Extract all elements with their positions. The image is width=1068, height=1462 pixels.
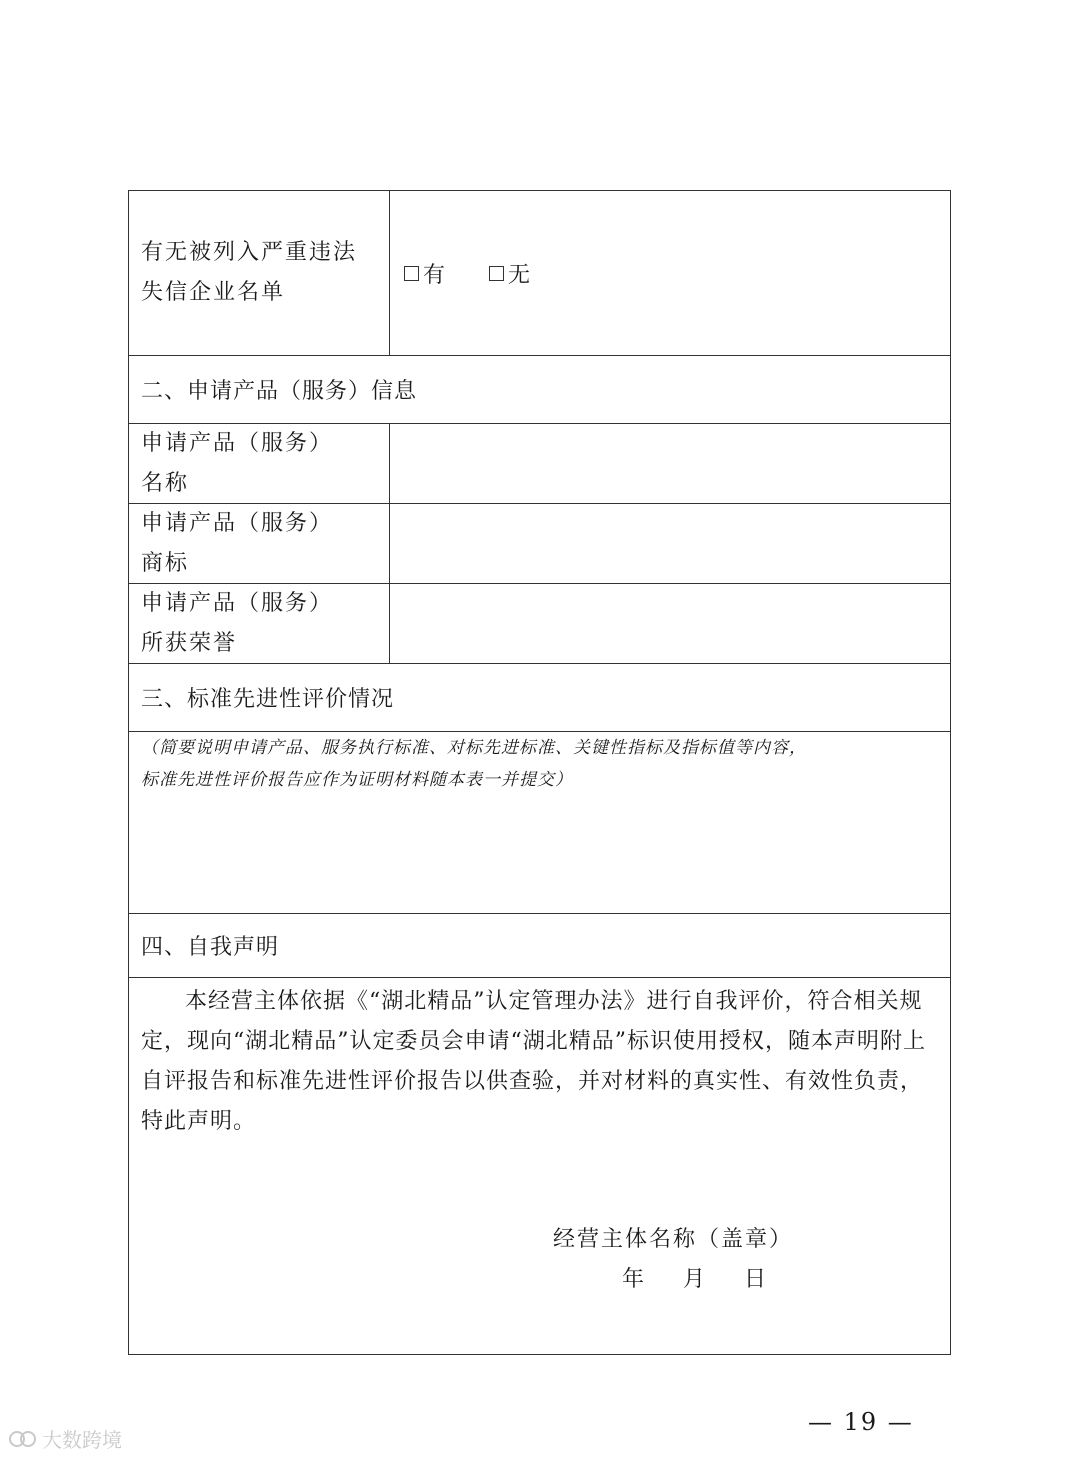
blacklist-options <box>390 191 950 355</box>
section4-title: 四、自我声明 <box>141 935 280 960</box>
product-name-label-line1: 申请产品（服务） <box>141 430 334 456</box>
watermark-text: 大数跨境 <box>42 1428 122 1452</box>
section3-title: 三、标准先进性评价情况 <box>141 687 395 712</box>
product-name-label <box>129 424 390 503</box>
watermark-logo-icon <box>8 1428 38 1450</box>
checkbox-icon <box>404 266 419 281</box>
blacklist-label <box>129 191 390 355</box>
section3-note-line1: （简要说明申请产品、服务执行标准、对标先进标准、关键性指标及指标值等内容， <box>141 738 807 758</box>
section3-note <box>141 732 942 796</box>
page-number: — 19 — <box>808 1408 914 1436</box>
blacklist-row <box>129 191 950 356</box>
product-honors-label <box>129 584 390 663</box>
product-name-row <box>129 424 950 504</box>
blacklist-yes-label: 有 <box>423 262 446 288</box>
section3-note-line2: 标准先进性评价报告应作为证明材料随本表一并提交） <box>141 770 573 790</box>
section3-content-row[interactable] <box>129 732 950 914</box>
section4-content-row <box>129 978 950 1354</box>
section2-heading-row <box>129 356 950 424</box>
blacklist-no-checkbox[interactable] <box>489 258 530 289</box>
product-trademark-row <box>129 504 950 584</box>
product-honors-label-line1: 申请产品（服务） <box>141 590 334 616</box>
product-honors-label-line2: 所获荣誉 <box>141 630 238 656</box>
watermark <box>8 1424 122 1453</box>
product-trademark-label-line1: 申请产品（服务） <box>141 510 334 536</box>
section3-heading-row <box>129 664 950 732</box>
product-trademark-label-line2: 商标 <box>141 550 190 576</box>
date-label: 年 月 日 <box>622 1267 768 1292</box>
signature-label: 经营主体名称（盖章） <box>553 1227 794 1252</box>
product-trademark-field[interactable] <box>390 504 950 583</box>
blacklist-label-line2: 失信企业名单 <box>141 280 286 305</box>
product-trademark-label <box>129 504 390 583</box>
product-honors-field[interactable] <box>390 584 950 663</box>
product-honors-row <box>129 584 950 664</box>
blacklist-no-label: 无 <box>508 262 531 288</box>
product-name-field[interactable] <box>390 424 950 503</box>
product-name-label-line2: 名称 <box>141 470 190 496</box>
blacklist-yes-checkbox[interactable] <box>404 258 445 289</box>
blacklist-label-line1: 有无被列入严重违法 <box>141 240 358 265</box>
checkbox-icon <box>489 266 504 281</box>
section4-heading-row <box>129 914 950 978</box>
application-form-table <box>128 190 951 1355</box>
self-declaration-text: 本经营主体依据《“湖北精品”认定管理办法》进行自我评价，符合相关规定，现向“湖北精品”认定委员会申请“湖北精品”标识使用授权，随本声明附上自评报告和标准先进性评价报告以供查验，并对材料的真实性、有效性负责，特此声明。 <box>141 989 926 1134</box>
section2-title: 二、申请产品（服务）信息 <box>141 379 418 404</box>
